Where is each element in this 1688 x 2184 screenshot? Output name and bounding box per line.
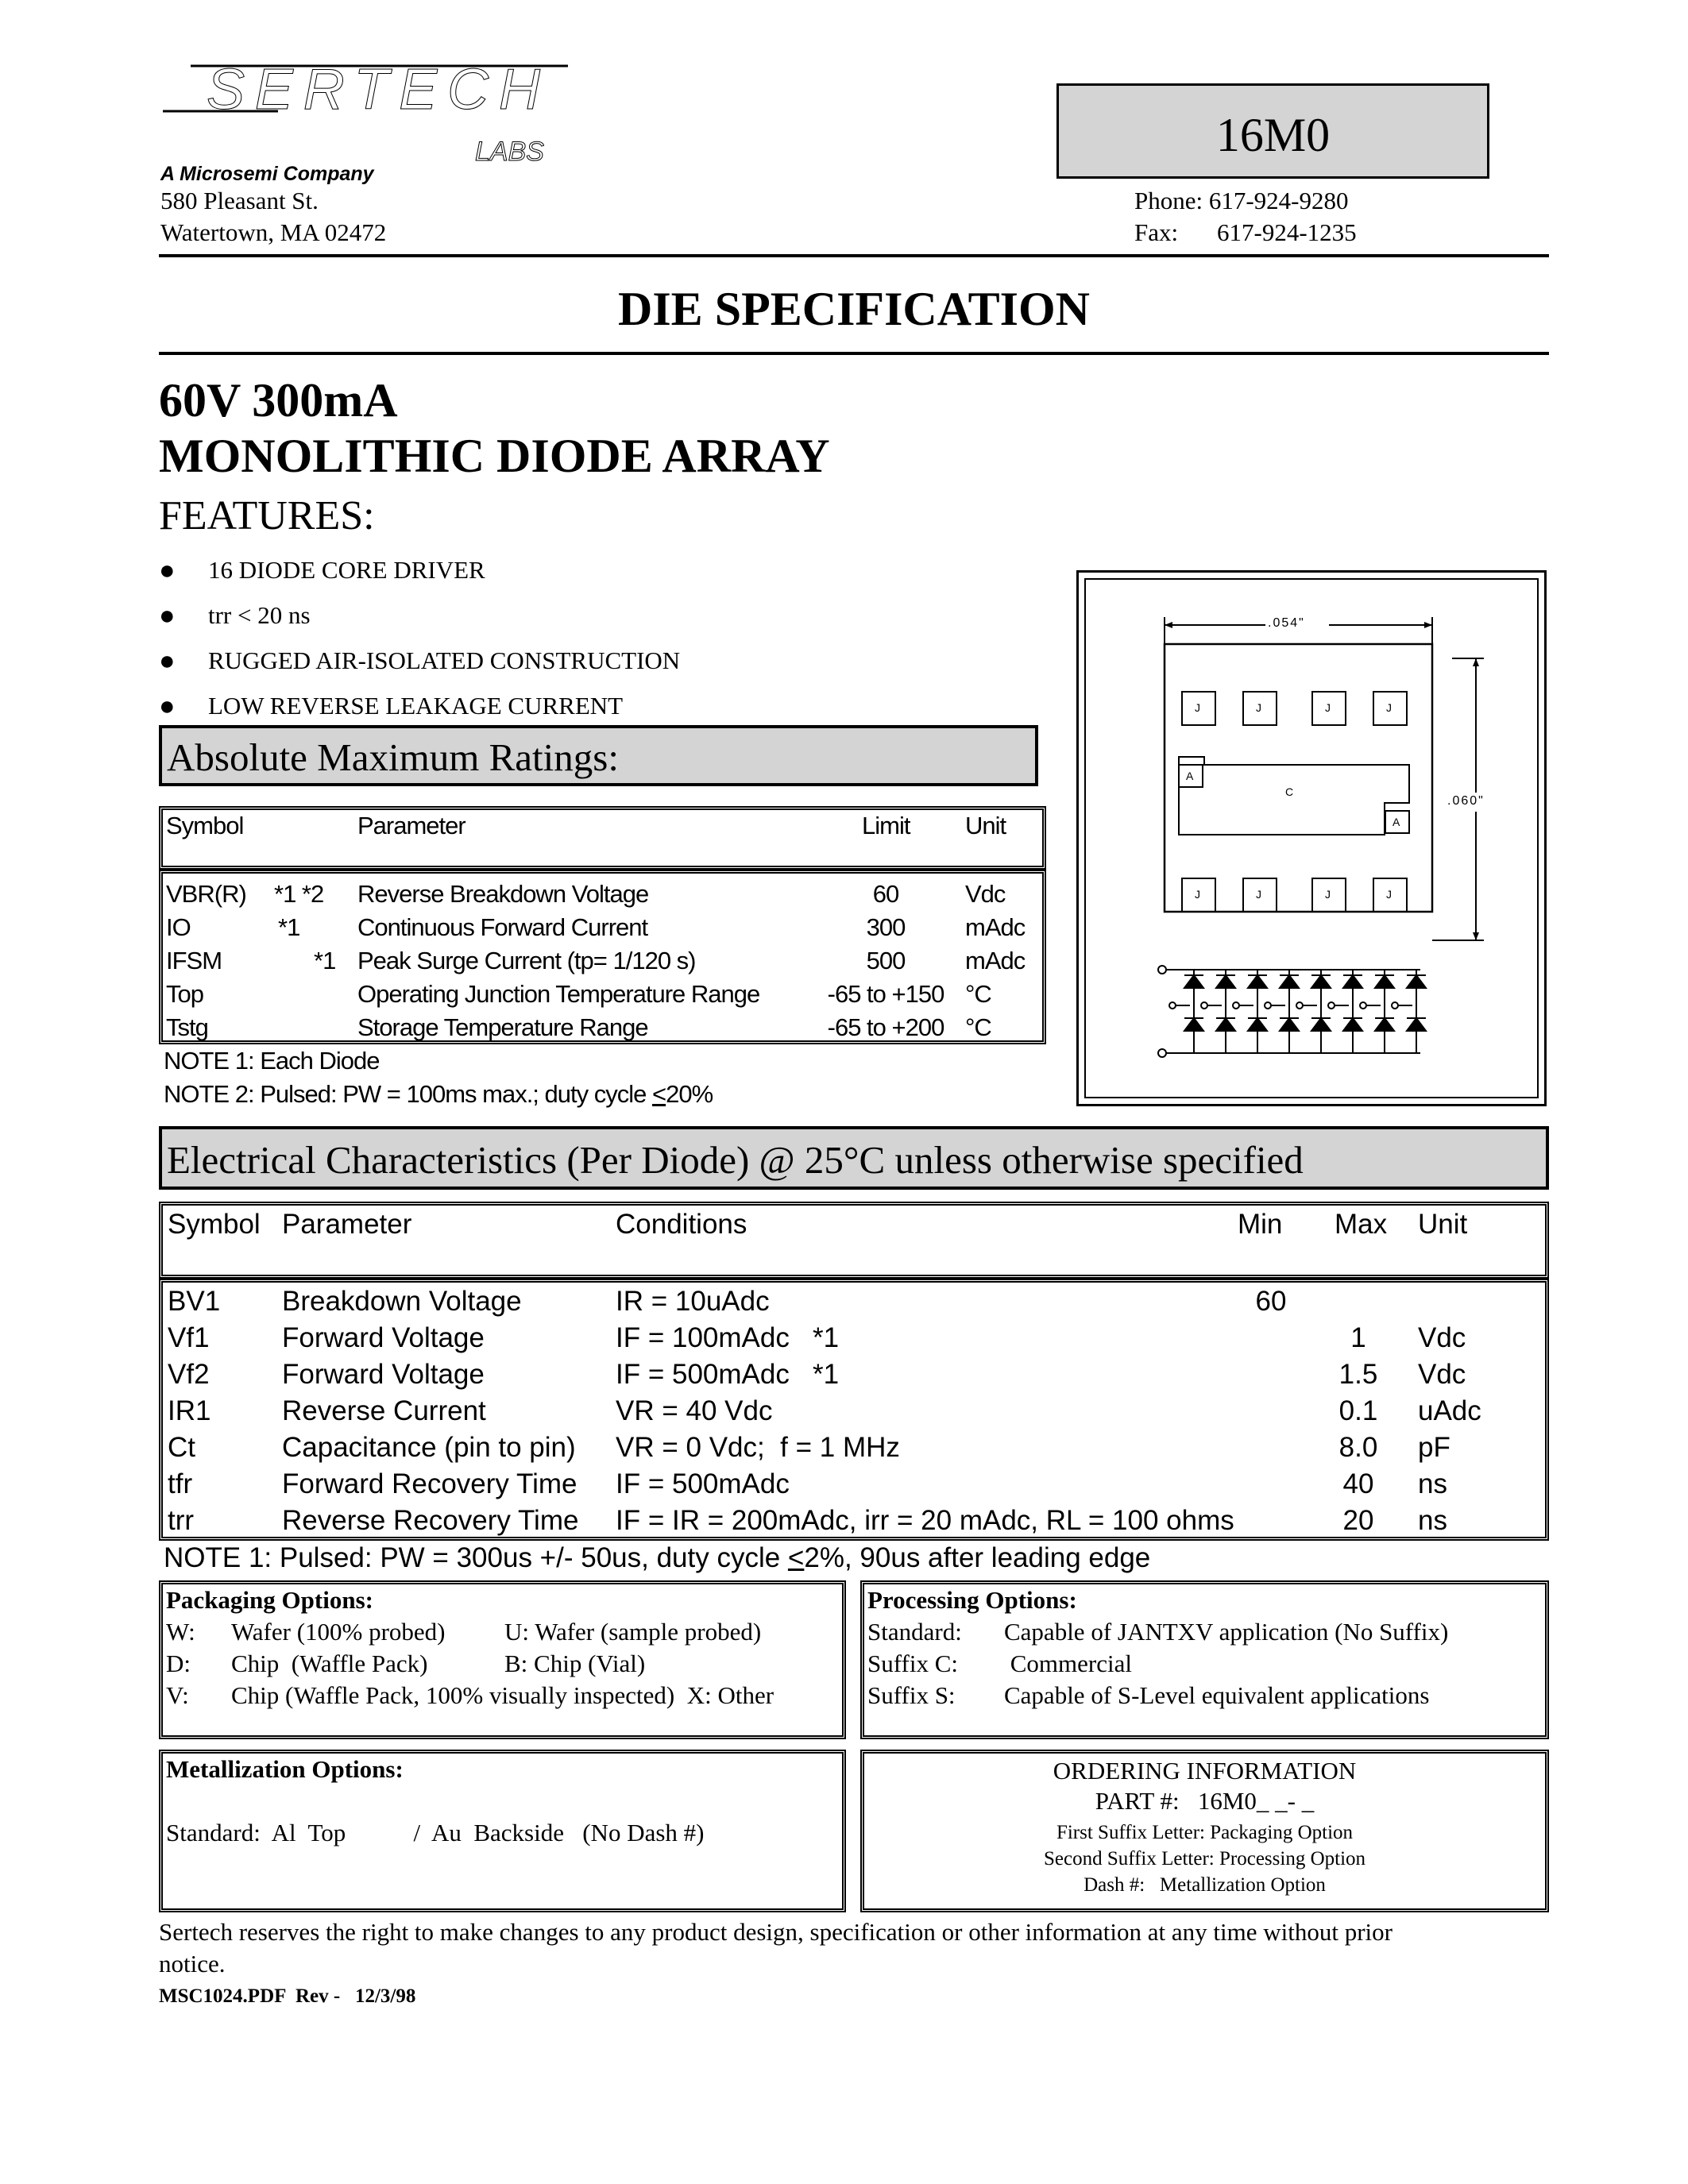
abs-max-title-box — [159, 725, 1038, 786]
cell-unit: pF — [1418, 1432, 1450, 1463]
cell-note: *1 *2 — [274, 880, 324, 908]
cell-unit: Vdc — [965, 880, 1006, 908]
pad-j-label: J — [1325, 888, 1331, 901]
cell-min: 60 — [1255, 1286, 1287, 1317]
cell-symbol: trr — [168, 1505, 195, 1536]
abs-max-title: Absolute Maximum Ratings: — [167, 735, 619, 779]
cell-max: 20 — [1342, 1505, 1374, 1536]
die-diagram-frame — [1076, 570, 1547, 1106]
elec-note — [164, 1542, 1150, 1574]
pad-a-label: A — [1393, 816, 1400, 828]
processing-value: Capable of S-Level equivalent applications — [1004, 1681, 1430, 1709]
feature-text: trr < 20 ns — [208, 601, 311, 629]
bullet-icon: ● — [159, 556, 176, 585]
elec-title: Electrical Characteristics (Per Diode) @ 25°C unless otherwise specified — [167, 1138, 1304, 1182]
cell-parameter: Reverse Breakdown Voltage — [357, 880, 649, 908]
cell-limit: -65 to +200 — [827, 1013, 944, 1041]
cell-parameter: Forward Recovery Time — [282, 1468, 577, 1499]
feature-text: RUGGED AIR-ISOLATED CONSTRUCTION — [208, 646, 681, 674]
table-row — [163, 1505, 1545, 1540]
cell-unit: ns — [1418, 1468, 1447, 1499]
pad-j-label: J — [1386, 888, 1392, 901]
cell-unit: °C — [965, 980, 991, 1008]
table-row — [163, 1359, 1545, 1394]
address-line-1: 580 Pleasant St. — [160, 187, 319, 214]
pad-j-label: J — [1256, 701, 1261, 714]
cell-max: 0.1 — [1338, 1395, 1378, 1426]
cell-parameter: Operating Junction Temperature Range — [357, 980, 760, 1008]
cell-max: 1 — [1350, 1322, 1366, 1353]
cell-unit: mAdc — [965, 913, 1026, 941]
less-equal-icon: < — [787, 1542, 805, 1573]
cell-symbol: tfr — [168, 1468, 193, 1499]
note-2-value: 20% — [666, 1080, 713, 1108]
processing-label: Suffix S: — [867, 1681, 956, 1709]
cell-max: 40 — [1342, 1468, 1374, 1499]
document-reference: MSC1024.PDF Rev - 12/3/98 — [159, 1985, 416, 2007]
cell-symbol: IFSM — [166, 947, 222, 974]
product-name: MONOLITHIC DIODE ARRAY — [159, 430, 830, 482]
die-width-dimension: .054" — [1268, 616, 1305, 630]
abs-max-header — [159, 806, 1046, 870]
header-divider — [159, 254, 1549, 257]
metallization-options-box — [159, 1750, 846, 1912]
table-row — [163, 980, 1042, 1012]
features-heading: FEATURES: — [159, 493, 375, 538]
less-equal-icon: < — [651, 1080, 666, 1108]
abs-max-note-1: NOTE 1: Each Diode — [164, 1047, 380, 1075]
processing-label: Suffix C: — [867, 1650, 958, 1677]
company-tagline: A Microsemi Company — [160, 163, 374, 185]
cell-conditions: VR = 40 Vdc — [616, 1395, 773, 1426]
cell-symbol: IR1 — [168, 1395, 211, 1426]
table-row — [163, 913, 1042, 945]
ordering-line-3: Dash #: Metallization Option — [1083, 1874, 1326, 1896]
col-header-unit: Unit — [1418, 1209, 1468, 1240]
title-divider — [159, 352, 1549, 355]
cell-conditions: IF = IR = 200mAdc, irr = 20 mAdc, RL = 100 ohms — [616, 1505, 1234, 1536]
fax-label: Fax: — [1134, 218, 1179, 246]
table-row — [163, 880, 1042, 912]
cell-parameter: Reverse Recovery Time — [282, 1505, 579, 1536]
col-header-parameter: Parameter — [282, 1209, 412, 1240]
cell-symbol: Top — [166, 980, 203, 1008]
packaging-option-u: U: Wafer (sample probed) — [504, 1618, 762, 1646]
svg-text:LABS: LABS — [475, 137, 544, 167]
feature-text: 16 DIODE CORE DRIVER — [208, 556, 485, 584]
abs-max-table — [159, 870, 1046, 1044]
packaging-code-v: V: — [166, 1681, 189, 1709]
cell-unit: Vdc — [1418, 1359, 1466, 1390]
metallization-title: Metallization Options: — [166, 1755, 404, 1783]
elec-header — [159, 1202, 1549, 1279]
col-header-conditions: Conditions — [616, 1209, 747, 1240]
col-header-max: Max — [1335, 1209, 1388, 1240]
abs-max-note-2 — [164, 1080, 713, 1109]
col-header-unit: Unit — [965, 812, 1006, 839]
disclaimer-line-2: notice. — [159, 1950, 226, 1978]
packaging-option-b: B: Chip (Vial) — [504, 1650, 646, 1677]
product-rating: 60V 300mA — [159, 374, 398, 426]
packaging-title: Packaging Options: — [166, 1586, 373, 1614]
part-number-box — [1056, 83, 1489, 179]
cell-conditions: IF = 500mAdc — [616, 1468, 790, 1499]
document-title: DIE SPECIFICATION — [618, 283, 1090, 335]
cell-max: 8.0 — [1338, 1432, 1378, 1463]
elec-note-text: NOTE 1: Pulsed: PW = 300us +/- 50us, duty cycle — [164, 1542, 788, 1573]
svg-text:SERTECH: SERTECH — [207, 60, 540, 122]
pad-j-label: J — [1195, 888, 1200, 901]
processing-label: Standard: — [867, 1618, 962, 1646]
processing-title: Processing Options: — [867, 1586, 1077, 1614]
ordering-title: ORDERING INFORMATION — [1053, 1757, 1357, 1785]
packaging-code-w: W: — [166, 1618, 195, 1646]
pad-c-label: C — [1285, 785, 1294, 798]
table-row — [163, 1322, 1545, 1357]
part-number: 16M0 — [1215, 109, 1331, 161]
table-row — [163, 1432, 1545, 1467]
packaging-code-d: D: — [166, 1650, 191, 1677]
cell-unit: uAdc — [1418, 1395, 1481, 1426]
ordering-info-box — [860, 1750, 1549, 1912]
pad-j-label: J — [1386, 701, 1392, 714]
cell-parameter: Forward Voltage — [282, 1359, 485, 1390]
elec-title-box — [159, 1126, 1549, 1190]
cell-conditions: IF = 500mAdc *1 — [616, 1359, 840, 1390]
disclaimer-line-1: Sertech reserves the right to make changes to any product design, specification or other information at any time without prior — [159, 1918, 1393, 1946]
cell-limit: 300 — [866, 913, 906, 941]
cell-unit: mAdc — [965, 947, 1026, 974]
cell-note: *1 — [314, 947, 336, 974]
pad-j-label: J — [1325, 701, 1331, 714]
processing-options-box — [860, 1580, 1549, 1739]
elec-note-value: 2% — [804, 1542, 844, 1573]
cell-limit: -65 to +150 — [827, 980, 944, 1008]
diode-array-schematic — [1158, 966, 1426, 1057]
pad-a-label: A — [1186, 770, 1194, 782]
packaging-option-d: Chip (Waffle Pack) — [231, 1650, 428, 1677]
col-header-min: Min — [1238, 1209, 1283, 1240]
table-row — [163, 947, 1042, 978]
table-row — [163, 1286, 1545, 1321]
cell-unit: ns — [1418, 1505, 1447, 1536]
metallization-standard: Standard: Al Top / Au Backside (No Dash #) — [166, 1819, 705, 1846]
cell-limit: 60 — [872, 880, 899, 908]
col-header-symbol: Symbol — [168, 1209, 261, 1240]
elec-note-suffix: , 90us after leading edge — [844, 1542, 1151, 1573]
ordering-line-1: First Suffix Letter: Packaging Option — [1056, 1822, 1354, 1843]
cell-parameter: Storage Temperature Range — [357, 1013, 648, 1041]
bullet-icon: ● — [159, 601, 176, 631]
phone: Phone: 617-924-9280 — [1134, 187, 1349, 214]
bullet-icon: ● — [159, 692, 176, 721]
cell-parameter: Breakdown Voltage — [282, 1286, 522, 1317]
table-row — [163, 1468, 1545, 1503]
col-header-limit: Limit — [862, 812, 910, 839]
company-logo — [159, 60, 572, 171]
pad-j-label: J — [1256, 888, 1261, 901]
cell-symbol: IO — [166, 913, 191, 941]
cell-parameter: Capacitance (pin to pin) — [282, 1432, 576, 1463]
col-header-parameter: Parameter — [357, 812, 465, 839]
die-height-dimension: .060" — [1447, 794, 1485, 808]
cell-symbol: Vf1 — [168, 1322, 210, 1353]
cell-symbol: BV1 — [168, 1286, 221, 1317]
feature-item — [159, 646, 681, 677]
packaging-option-v: Chip (Waffle Pack, 100% visually inspected) X: Other — [231, 1681, 774, 1709]
die-layout-diagram — [1079, 573, 1544, 1104]
table-row — [163, 1395, 1545, 1430]
cell-symbol: Ct — [168, 1432, 195, 1463]
cell-limit: 500 — [866, 947, 906, 974]
cell-parameter: Reverse Current — [282, 1395, 486, 1426]
cell-conditions: IR = 10uAdc — [616, 1286, 770, 1317]
note-2-text: NOTE 2: Pulsed: PW = 100ms max.; duty cycle — [164, 1080, 652, 1108]
packaging-options-box — [159, 1580, 846, 1739]
sertech-logo-graphic — [159, 60, 572, 171]
ordering-part: PART #: 16M0_ _- _ — [1095, 1787, 1315, 1815]
ordering-line-2: Second Suffix Letter: Processing Option — [1043, 1848, 1366, 1870]
cell-symbol: Tstg — [166, 1013, 208, 1041]
cell-note: *1 — [278, 913, 300, 941]
pad-j-label: J — [1195, 701, 1200, 714]
cell-conditions: VR = 0 Vdc; f = 1 MHz — [616, 1432, 900, 1463]
cell-unit: °C — [965, 1013, 991, 1041]
feature-item — [159, 556, 485, 586]
cell-max: 1.5 — [1338, 1359, 1378, 1390]
feature-item — [159, 601, 311, 631]
col-header-symbol: Symbol — [166, 812, 244, 839]
feature-text: LOW REVERSE LEAKAGE CURRENT — [208, 692, 624, 720]
cell-parameter: Continuous Forward Current — [357, 913, 648, 941]
cell-unit: Vdc — [1418, 1322, 1466, 1353]
processing-value: Capable of JANTXV application (No Suffix) — [1004, 1618, 1449, 1646]
table-row — [163, 1013, 1042, 1045]
cell-conditions: IF = 100mAdc *1 — [616, 1322, 840, 1353]
bullet-icon: ● — [159, 646, 176, 676]
elec-table — [159, 1279, 1549, 1541]
feature-item — [159, 692, 624, 722]
address-line-2: Watertown, MA 02472 — [160, 218, 387, 246]
cell-parameter: Forward Voltage — [282, 1322, 485, 1353]
fax-number: 617-924-1235 — [1217, 218, 1357, 246]
packaging-option-w: Wafer (100% probed) — [231, 1618, 446, 1646]
cell-symbol: VBR(R) — [166, 880, 246, 908]
cell-parameter: Peak Surge Current (tp= 1/120 s) — [357, 947, 696, 974]
cell-symbol: Vf2 — [168, 1359, 210, 1390]
processing-value: Commercial — [1004, 1650, 1132, 1677]
